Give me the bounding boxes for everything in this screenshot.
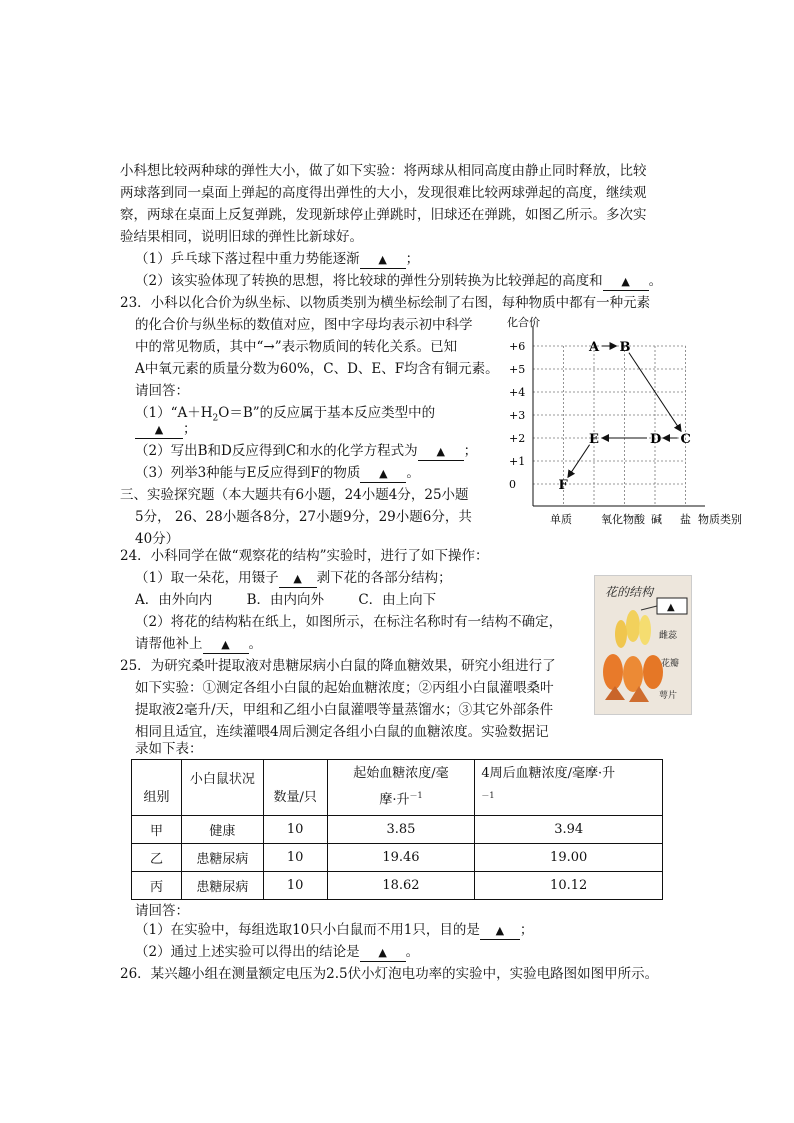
table-cell: 3.85	[327, 816, 475, 844]
section3-line-2: 5分， 26、28小题各8分，27小题9分，29小题6分，共	[135, 509, 472, 525]
flower-structure-photo	[594, 575, 692, 715]
q23-sub-2	[135, 443, 477, 461]
photo-label-petal: 花瓣	[661, 659, 680, 669]
x-tick-label: 碱	[651, 513, 662, 526]
chart-point-B: B	[619, 340, 631, 355]
table-cell: 18.62	[327, 872, 475, 900]
q25-s1-text: （1）在实验中，每组选取10只小白鼠而不用1只，目的是	[135, 922, 480, 938]
intro-question-1	[135, 251, 419, 269]
table-cell: 患糖尿病	[181, 872, 263, 900]
x-axis-label: 物质类别	[698, 513, 742, 526]
table-cell: 甲	[132, 816, 182, 844]
table-cell: 丙	[132, 872, 182, 900]
table-header-cell: 小白鼠状况	[181, 760, 263, 816]
header-line-2: 摩·升	[379, 792, 410, 808]
y-axis-label: 化合价	[507, 316, 540, 329]
q23-line-5: 请回答：	[135, 383, 189, 399]
q25-line-5: 录如下表：	[135, 741, 203, 757]
q26-line-1: 26．某兴趣小组在测量额定电压为2.5伏小灯泡电功率的实验中，实验电路图如图甲所示。	[120, 966, 659, 982]
x-tick-label: 单质	[550, 513, 572, 526]
y-tick-label: +6	[509, 340, 526, 353]
q23-s3-end: 。	[406, 465, 420, 481]
table-header-cell: 数量/只	[263, 760, 327, 816]
blank-triangle-icon: ▲	[667, 602, 675, 613]
q24-line-1: 24．小科同学在做“观察花的结构”实验时，进行了如下操作：	[120, 548, 489, 564]
answer-blank[interactable]	[203, 636, 249, 654]
chart-point-E: E	[589, 432, 599, 447]
intro-q1-text: （1）乒乓球下落过程中重力势能逐渐	[135, 251, 360, 267]
photo-label-sepal: 萼片	[659, 691, 678, 701]
q25-sub-1	[135, 922, 533, 940]
table-cell: 19.00	[475, 844, 663, 872]
header-line-1: 起始血糖浓度/毫	[353, 766, 449, 782]
q23-line-1: 23．小科以化合价为纵坐标、以物质类别为横坐标绘制了右图，每种物质中都有一种元素	[120, 295, 651, 311]
q24-s2b-text: 请帮他补上	[135, 636, 203, 652]
table-cell: 健康	[181, 816, 263, 844]
table-header-cell	[327, 760, 475, 816]
header-sup: －1	[409, 791, 423, 801]
q23-s2-text: （2）写出B和D反应得到C和水的化学方程式为	[135, 443, 418, 459]
photo-title: 花的结构	[605, 585, 654, 599]
intro-q2-text: （2）该实验体现了转换的思想，将比较球的弹性分别转换为比较弹起的高度和	[135, 273, 603, 289]
q24-s1-end: 剥下花的各部分结构；	[316, 570, 452, 586]
q24-s1-text: （1）取一朵花，用镊子	[135, 570, 279, 586]
q23-line-2: 的化合价与纵坐标的数值对应，图中字母均表示初中科学	[135, 317, 473, 333]
table-cell: 10.12	[475, 872, 663, 900]
q23-sub-1-answer	[135, 421, 197, 439]
answer-blank[interactable]	[480, 922, 520, 940]
photo-label-pistil: 雌蕊	[659, 631, 678, 641]
q25-sub-2	[135, 944, 419, 962]
q23-s2-end: ；	[463, 443, 478, 459]
answer-blank[interactable]	[360, 251, 406, 269]
intro-q1-end: ；	[405, 251, 420, 267]
section3-line-3: 40分）	[135, 531, 180, 547]
header-sup: －1	[481, 791, 495, 801]
blank-triangle-icon: ▲	[154, 423, 164, 436]
table-header-row	[132, 760, 663, 816]
q25-s2-text: （2）通过上述实验可以得出的结论是	[135, 944, 360, 960]
table-header-cell: 组别	[132, 760, 182, 816]
intro-question-2	[135, 273, 662, 291]
answer-blank[interactable]	[279, 570, 317, 588]
answer-blank[interactable]	[360, 465, 406, 483]
chart-point-F: F	[558, 478, 568, 493]
q25-line-4: 相同且适宜，连续灌喂4周后测定各组小白鼠的血糖浓度。实验数据记	[135, 724, 549, 740]
table-row	[132, 872, 663, 900]
q23-line-3: 中的常见物质，其中“→”表示物质间的转化关系。已知	[135, 339, 458, 355]
y-tick-label: +2	[509, 432, 526, 445]
q23-s3-text: （3）列举3种能与E反应得到F的物质	[135, 465, 361, 481]
q25-s1-end: ；	[519, 922, 534, 938]
x-tick-label: 氧化物酸	[601, 513, 645, 526]
q25-line-1: 25．为研究桑叶提取液对患糖尿病小白鼠的降血糖效果，研究小组进行了	[120, 658, 556, 674]
blank-triangle-icon: ▲	[621, 275, 630, 288]
q25-line-3: 提取液2毫升/天，甲组和乙组小白鼠灌喂等量蒸馏水；③其它外部条件	[135, 702, 554, 718]
answer-blank[interactable]	[135, 421, 183, 439]
table-cell: 10	[263, 872, 327, 900]
header-line-1: 4周后血糖浓度/毫摩·升	[481, 766, 616, 782]
intro-q2-end: 。	[648, 273, 663, 289]
table-cell: 患糖尿病	[181, 844, 263, 872]
answer-blank[interactable]	[360, 944, 406, 962]
x-tick-label: 盐	[680, 513, 691, 526]
y-tick-label: +5	[509, 363, 526, 376]
q24-sub-2: （2）将花的结构粘在纸上，如图所示，在标注名称时有一结构不确定，	[135, 614, 563, 630]
intro-line-2: 两球落到同一桌面上弹起的高度得出弹性的大小，发现很难比较两球弹起的高度，继续观	[120, 185, 647, 201]
intro-line-4: 验结果相同，说明旧球的弹性比新球好。	[120, 229, 363, 245]
q24-sub-2-answer	[135, 636, 262, 654]
table-header-cell	[475, 760, 663, 816]
blank-triangle-icon: ▲	[293, 572, 302, 585]
q24-sub-1	[135, 570, 452, 588]
blank-triangle-icon: ▲	[495, 924, 505, 937]
q23-s1-b: O＝B”的反应属于基本反应类型中的	[218, 405, 436, 421]
valence-chart	[505, 310, 755, 530]
y-tick-label: 0	[509, 478, 516, 491]
q24-options: A．由外向内 B．由内向外 C．由上向下	[135, 592, 437, 608]
table-cell: 3.94	[475, 816, 663, 844]
table-cell: 10	[263, 844, 327, 872]
blank-triangle-icon: ▲	[221, 638, 230, 651]
intro-line-3: 察，两球在桌面上反复弹跳，发现新球停止弹跳时，旧球还在弹跳，如图乙所示。多次实	[120, 207, 647, 223]
y-tick-label: +4	[509, 386, 526, 399]
answer-blank[interactable]	[418, 443, 464, 461]
y-tick-label: +3	[509, 409, 526, 422]
q25-ask: 请回答：	[135, 903, 189, 919]
table-cell: 19.46	[327, 844, 475, 872]
q23-s1-a: （1）“A＋H	[135, 405, 213, 421]
q23-sub-3	[135, 465, 420, 483]
blank-triangle-icon: ▲	[378, 253, 387, 266]
chart-point-C: C	[680, 432, 691, 447]
chart-point-D: D	[650, 432, 662, 447]
blank-triangle-icon: ▲	[379, 467, 388, 480]
q25-s2-end: 。	[405, 944, 420, 960]
q23-s1-end: ；	[183, 421, 197, 437]
chart-grid	[533, 346, 686, 506]
table-row	[132, 844, 663, 872]
blank-triangle-icon: ▲	[378, 946, 387, 959]
chart-point-A: A	[589, 340, 600, 355]
blood-sugar-table	[131, 759, 663, 900]
answer-blank[interactable]	[603, 273, 649, 291]
q23-line-4: A中氧元素的质量分数为60%，C、D、E、F均含有铜元素。	[135, 361, 499, 377]
blank-triangle-icon: ▲	[436, 445, 445, 458]
intro-line-1: 小科想比较两种球的弹性大小，做了如下实验：将两球从相同高度由静止同时释放，比较	[120, 163, 647, 179]
table-cell: 乙	[132, 844, 182, 872]
q25-line-2: 如下实验：①测定各组小白鼠的起始血糖浓度；②丙组小白鼠灌喂桑叶	[135, 680, 554, 696]
q23-s1-subscript: 2	[212, 413, 219, 424]
section3-line-1: 三、实验探究题（本大题共有6小题，24小题4分，25小题	[120, 487, 469, 503]
table-cell: 10	[263, 816, 327, 844]
y-tick-label: +1	[509, 455, 526, 468]
table-row	[132, 816, 663, 844]
q24-s2-end: 。	[248, 636, 262, 652]
